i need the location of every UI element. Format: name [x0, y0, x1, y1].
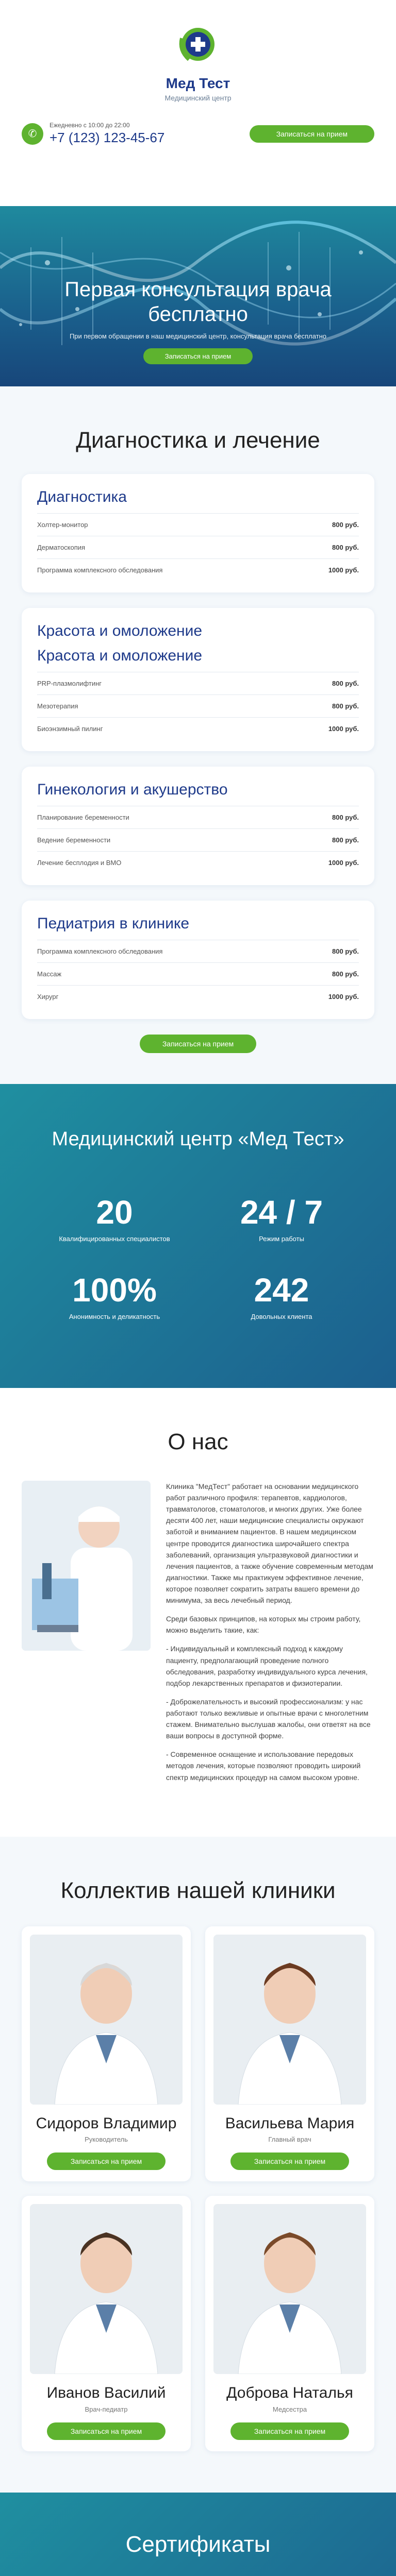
service-row	[37, 513, 359, 536]
hero-subtitle: При первом обращении в наш медицинский центр, консультация врача бесплатно	[69, 332, 327, 340]
about-title: О нас	[168, 1429, 228, 1454]
team-member-card	[22, 2196, 191, 2451]
team-member-name: Васильева Мария	[225, 2114, 355, 2132]
team-member-role: Главный врач	[268, 2136, 311, 2144]
service-name: Ведение беременности	[37, 836, 111, 844]
service-card	[22, 608, 374, 751]
service-card-title: Красота и омоложение	[37, 622, 203, 639]
service-price: 1000 руб.	[328, 859, 359, 867]
team-title: Коллектив нашей клиники	[60, 1877, 336, 1903]
service-row	[37, 962, 359, 985]
hero-banner	[0, 206, 396, 386]
hero-appointment-button[interactable]: Записаться на прием	[143, 348, 253, 364]
stat-label: Анонимность и деликатность	[69, 1313, 160, 1320]
about-paragraph: - Современное оснащение и использование передовых методов лечения, которые позволяют проводить широкий спектр медицинских процедур на самом высоком уровне.	[166, 1750, 361, 1782]
service-card-title: Педиатрия в клинике	[37, 915, 190, 932]
certificates-title: Сертификаты	[125, 2531, 271, 2557]
service-row	[37, 694, 359, 717]
team-appointment-button[interactable]: Записаться на прием	[47, 2153, 166, 2170]
service-card-title: Диагностика	[37, 488, 127, 505]
site-subtitle: Медицинский центр	[164, 94, 232, 102]
team-member-name: Сидоров Владимир	[36, 2114, 177, 2132]
service-card	[22, 767, 374, 885]
stat-value: 20	[96, 1194, 133, 1231]
service-card-title: Красота и омоложение	[37, 647, 203, 664]
team-section	[0, 1837, 396, 2493]
hero-title: Первая консультация врача бесплатно	[64, 278, 332, 326]
team-member-photo	[30, 1935, 183, 2105]
about-paragraph: Среди базовых принципов, на которых мы строим работу, можно выделить такие, как:	[166, 1615, 361, 1635]
service-price: 800 руб.	[332, 814, 359, 821]
services-section	[0, 386, 396, 1084]
services-title: Диагностика и лечение	[76, 428, 320, 453]
stats-grid	[0, 1196, 396, 1320]
phone-icon: ✆	[22, 123, 43, 145]
header-contact	[22, 122, 164, 146]
header-contact-bar	[0, 122, 396, 146]
service-price: 1000 руб.	[328, 993, 359, 1001]
service-name: Холтер-монитор	[37, 521, 88, 529]
service-price: 1000 руб.	[328, 725, 359, 733]
stat-value: 24 / 7	[240, 1194, 323, 1231]
service-card	[22, 474, 374, 592]
about-section	[0, 1388, 396, 1837]
certificates-section	[0, 2493, 396, 2576]
service-row	[37, 717, 359, 740]
team-member-role: Врач-педиатр	[85, 2405, 128, 2413]
about-paragraph: - Доброжелательность и высокий профессионализм: у нас работают только вежливые и опытные врачи с многолетним стажем. Внимательно выслушав жалобы, они ответят на все ваши вопросы в доступной форме.	[166, 1697, 371, 1740]
service-card-title: Гинекология и акушерство	[37, 781, 228, 798]
team-member-photo	[30, 2204, 183, 2374]
service-row	[37, 558, 359, 581]
service-name: Дерматоскопия	[37, 544, 86, 551]
service-price: 800 руб.	[332, 970, 359, 978]
stats-section	[0, 1084, 396, 1388]
stat-value: 100%	[72, 1272, 157, 1309]
service-name: Лечение бесплодия и ВМО	[37, 859, 122, 867]
service-row	[37, 806, 359, 828]
stat-label: Режим работы	[259, 1235, 304, 1243]
service-price: 800 руб.	[332, 947, 359, 955]
team-member-name: Доброва Наталья	[226, 2384, 353, 2402]
header-phone[interactable]: +7 (123) 123-45-67	[50, 130, 165, 145]
team-member-name: Иванов Василий	[46, 2384, 166, 2402]
logo-icon	[173, 20, 223, 69]
service-name: Программа комплексного обследования	[37, 566, 163, 574]
team-appointment-button[interactable]: Записаться на прием	[230, 2153, 349, 2170]
team-member-role: Медсестра	[272, 2405, 307, 2413]
service-name: Планирование беременности	[37, 814, 129, 821]
stat-item	[198, 1196, 365, 1243]
services-appointment-button[interactable]: Записаться на прием	[140, 1035, 256, 1053]
service-name: Мезотерапия	[37, 702, 78, 710]
stat-label: Довольных клиента	[251, 1313, 312, 1320]
service-row	[37, 940, 359, 962]
working-hours: Ежедневно с 10:00 до 22:00	[50, 122, 130, 129]
stats-title: Медицинский центр «Мед Тест»	[52, 1128, 344, 1150]
about-paragraph: Клиника "МедТест" работает на основании медицинского работ различного профиля: терапевтов, кардиологов, травматологов, стоматологов, и многих других. Уже более десяти 400 лет, наши медицинские специалисты окружают заботой и вниманием пациентов. В нашем медицинском центре проводится диагностика широчайшего спектра заболеваний, организация ультразвуковой диагностики и лечения пациентов, а также обучение современным методам диагностики. Также мы практикуем эффективное лечение, которое позволяет сократить затраты вашего времени до минимума, за весь лечебный период.	[166, 1482, 373, 1605]
service-name: Хирург	[37, 993, 59, 1001]
service-row	[37, 536, 359, 558]
service-name: Программа комплексного обследования	[37, 947, 163, 955]
doctor-microscope-image	[22, 1481, 151, 1651]
team-member-photo	[213, 2204, 366, 2374]
team-appointment-button[interactable]: Записаться на прием	[47, 2422, 166, 2440]
service-price: 800 руб.	[332, 836, 359, 844]
service-row	[37, 672, 359, 694]
service-price: 800 руб.	[332, 521, 359, 529]
team-member-role: Руководитель	[85, 2136, 128, 2144]
service-row	[37, 985, 359, 1008]
stat-item	[198, 1274, 365, 1320]
service-name: PRP-плазмолифтинг	[37, 680, 102, 687]
stat-item	[31, 1274, 198, 1320]
service-card	[22, 901, 374, 1019]
service-row	[37, 851, 359, 874]
team-member-card	[205, 1926, 374, 2182]
site-header	[0, 0, 396, 206]
service-name: Биоэнзимный пилинг	[37, 725, 103, 733]
team-member-photo	[213, 1935, 366, 2105]
team-member-card	[205, 2196, 374, 2451]
stat-value: 242	[254, 1272, 309, 1309]
services-list	[22, 474, 374, 1019]
team-member-card	[22, 1926, 191, 2182]
service-name: Массаж	[37, 970, 62, 978]
service-price: 1000 руб.	[328, 566, 359, 574]
stat-label: Квалифицированных специалистов	[59, 1235, 170, 1243]
logo[interactable]	[0, 0, 396, 102]
team-grid	[22, 1926, 374, 2451]
header-appointment-button[interactable]: Записаться на прием	[250, 125, 374, 143]
team-appointment-button[interactable]: Записаться на прием	[230, 2422, 349, 2440]
about-paragraph: - Индивидуальный и комплексный подход к каждому пациенту, предполагающий проведение полного обследования, разработку индивидуального курса лечения, подбор лекарственных препаратов и физиотерапии.	[166, 1645, 368, 1687]
stat-item	[31, 1196, 198, 1243]
service-row	[37, 828, 359, 851]
service-price: 800 руб.	[332, 680, 359, 687]
about-text	[166, 1481, 374, 1790]
service-price: 800 руб.	[332, 702, 359, 710]
service-price: 800 руб.	[332, 544, 359, 551]
site-title: Мед Тест	[166, 75, 230, 91]
